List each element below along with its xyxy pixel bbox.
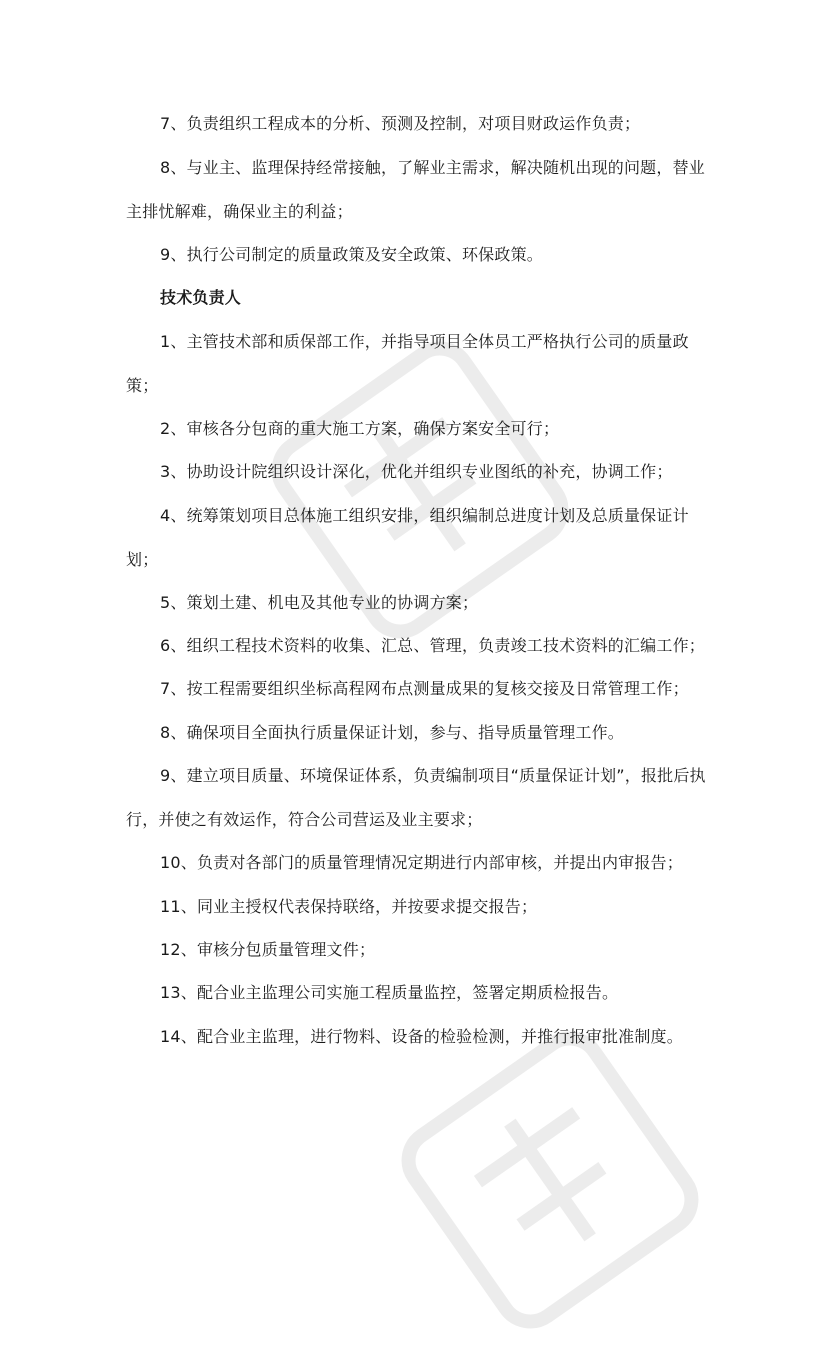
paragraph-tech-12: 12、审核分包质量管理文件； — [160, 940, 376, 959]
paragraph-8-owner: 8、与业主、监理保持经常接触，了解业主需求，解决随机出现的问题，替业主排忧解难，确保业主的利益； — [126, 158, 705, 221]
paragraph-tech-9: 9、建立项目质量、环境保证体系，负责编制项目“质量保证计划”，报批后执行，并使之有效运作，符合公司营运及业主要求； — [126, 766, 706, 829]
section-heading-tech-lead: 技术负责人 — [160, 288, 242, 307]
paragraph-7-cost: 7、负责组织工程成本的分析、预测及控制，对项目财政运作负责； — [160, 114, 641, 133]
paragraph-tech-13: 13、配合业主监理公司实施工程质量监控，签署定期质检报告。 — [160, 983, 619, 1002]
paragraph-tech-8: 8、确保项目全面执行质量保证计划，参与、指导质量管理工作。 — [160, 723, 624, 742]
paragraph-tech-3: 3、协助设计院组织设计深化，优化并组织专业图纸的补充，协调工作； — [160, 462, 673, 481]
paragraph-tech-2: 2、审核各分包商的重大施工方案，确保方案安全可行； — [160, 419, 560, 438]
paragraph-tech-4: 4、统筹策划项目总体施工组织安排，组织编制总进度计划及总质量保证计划； — [126, 506, 689, 569]
paragraph-tech-6: 6、组织工程技术资料的收集、汇总、管理，负责竣工技术资料的汇编工作； — [160, 636, 705, 655]
paragraph-tech-10: 10、负责对各部门的质量管理情况定期进行内部审核，并提出内审报告； — [160, 853, 683, 872]
paragraph-tech-7: 7、按工程需要组织坐标高程网布点测量成果的复核交接及日常管理工作； — [160, 679, 689, 698]
paragraph-tech-5: 5、策划土建、机电及其他专业的协调方案； — [160, 593, 479, 612]
paragraph-tech-1: 1、主管技术部和质保部工作，并指导项目全体员工严格执行公司的质量政策； — [126, 332, 689, 395]
paragraph-tech-11: 11、同业主授权代表保持联络，并按要求提交报告； — [160, 897, 538, 916]
paragraph-tech-14: 14、配合业主监理，进行物料、设备的检验检测，并推行报审批准制度。 — [160, 1027, 683, 1046]
paragraph-9-policy: 9、执行公司制定的质量政策及安全政策、环保政策。 — [160, 245, 543, 264]
